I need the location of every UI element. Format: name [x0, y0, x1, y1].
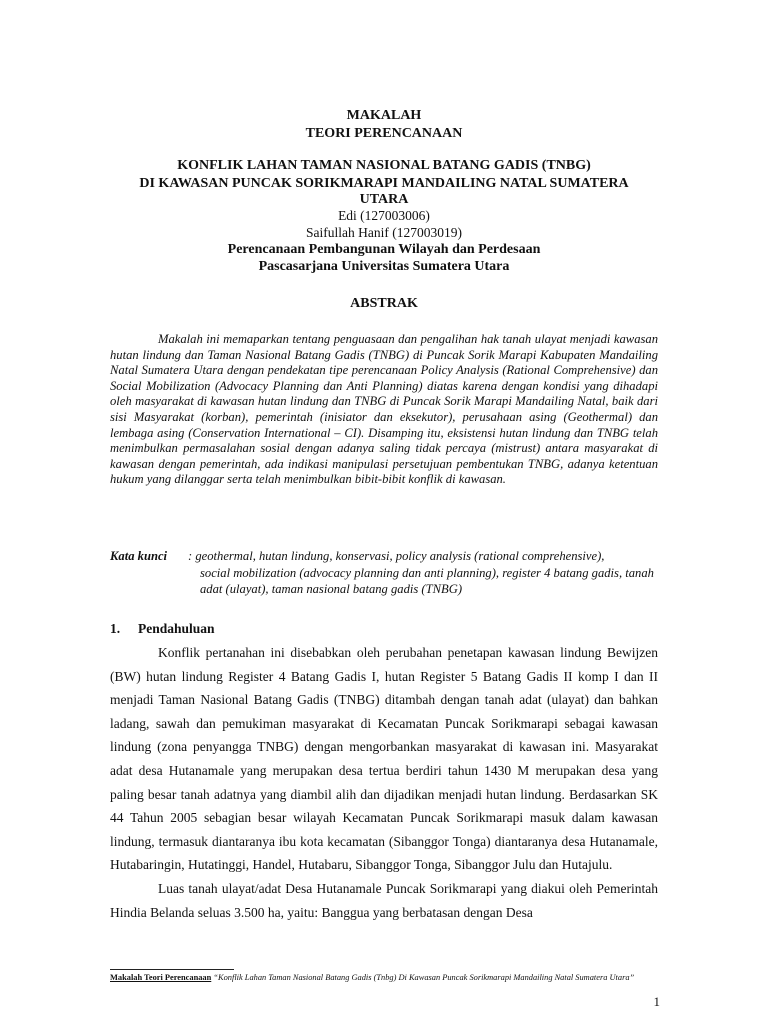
footnote-rule	[110, 969, 234, 970]
affiliation-2: Pascasarjana Universitas Sumatera Utara	[258, 259, 510, 274]
section-heading	[110, 621, 215, 637]
doc-type-heading: MAKALAH	[346, 108, 422, 123]
author-2: Saifullah Hanif (127003019)	[306, 225, 462, 240]
abstract-body	[110, 332, 658, 488]
page-footer	[110, 972, 658, 984]
footer-text: “Konflik Lahan Taman Nasional Batang Gadis (Tnbg) Di Kawasan Puncak Sorikmarapi Mandailing Natal Sumatera Utara”	[211, 973, 635, 982]
section-body	[110, 641, 658, 924]
keywords-continuation: social mobilization (advocacy planning dan anti planning), register 4 batang gadis, tanah adat (ulayat), taman nasional batang gadis (TNBG)	[200, 565, 654, 596]
body-paragraph-2: Luas tanah ulayat/adat Desa Hutanamale Puncak Sorikmarapi yang diakui oleh Pemerintah Hindia Belanda seluas 3.500 ha, yaitu: Banggua yang berbatasan dengan Desa	[110, 880, 658, 920]
author-1: Edi (127003006)	[338, 208, 430, 223]
paper-title-line-3: UTARA	[359, 192, 409, 207]
body-paragraph-1: Konflik pertanahan ini disebabkan oleh perubahan penetapan kawasan lindung Bewijzen (BW) hutan lindung Register 4 Batang Gadis I, hutan Register 5 Batang Gadis II komp I dan II menjadi Taman Nasional Batang Gadis (TNBG) ditambah dengan tanah adat (ulayat) dan bahkan ladang, sawah dan pemukiman masyarakat di Kecamatan Puncak Sorikmarapi sebagai kawasan lindung (zona penyangga TNBG) dengan mengorbankan masyarakat di kawasan ini. Masyarakat adat desa Hutanamale yang merupakan desa tertua berdiri tahun 1430 M merupakan desa yang paling besar tanah adatnya yang diambil alih dan dijadikan menjadi hutan lindung. Berdasarkan SK 44 Tahun 2005 sebagian besar wilayah Kecamatan Puncak Sorikmarapi masuk dalam kawasan lindung, termasuk diantaranya ibu kota kecamatan (Sibanggor Tonga) diantaranya desa Hutanamale, Hutabaringin, Hutatinggi, Handel, Hutabaru, Sibanggor Tonga, Sibanggor Julu dan Hutajulu.	[110, 645, 658, 873]
paper-title-line-2: DI KAWASAN PUNCAK SORIKMARAPI MANDAILING NATAL SUMATERA	[139, 176, 629, 191]
keywords-text	[188, 548, 662, 598]
keywords-line-1: : geothermal, hutan lindung, konservasi, policy analysis (rational comprehensive),	[188, 549, 605, 563]
section-number: 1.	[110, 621, 121, 636]
footer-label: Makalah Teori Perencanaan	[110, 973, 212, 982]
paper-title-line-1: KONFLIK LAHAN TAMAN NASIONAL BATANG GADIS (TNBG)	[177, 158, 591, 173]
abstract-paragraph: Makalah ini memaparkan tentang penguasaan dan pengalihan hak tanah ulayat menjadi kawasan hutan lindung dan Taman Nasional Batang Gadis (TNBG) di Puncak Sorik Marapi Kabupaten Mandailing Natal Sumatera Utara dengan pendekatan tipe perencanaan Policy Analysis (Rational Comprehensive) dan Social Mobilization (Advocacy Planning dan Anti Planning) diatas karena dengan kondisi yang dihadapi oleh masyarakat di kawasan hutan lindung dan TNBG di Puncak Sorik Marapi Mandailing Natal, baik dari sisi Masyarakat (korban), pemerintah (inisiator dan eksekutor), perusahaan asing (Geothermal) dan lembaga asing (Conservation International – CI). Disamping itu, eksistensi hutan lindung dan TNBG telah menimbulkan permasalahan sosial dengan adanya saling tidak percaya (mistrust) antara masyarakat di kawasan dengan pemerintah, ada indikasi manipulasi persetujuan pembentukan TNBG, adanya ketentuan hukum yang dilanggar serta telah menimbulkan bibit-bibit konflik di kawasan.	[110, 332, 658, 487]
abstract-heading: ABSTRAK	[350, 296, 418, 311]
section-title: Pendahuluan	[138, 621, 215, 636]
course-heading: TEORI PERENCANAAN	[305, 126, 463, 141]
page-number: 1	[653, 994, 660, 1009]
keywords-label: Kata kunci	[110, 549, 168, 563]
affiliation-1: Perencanaan Pembangunan Wilayah dan Perdesaan	[227, 242, 541, 257]
